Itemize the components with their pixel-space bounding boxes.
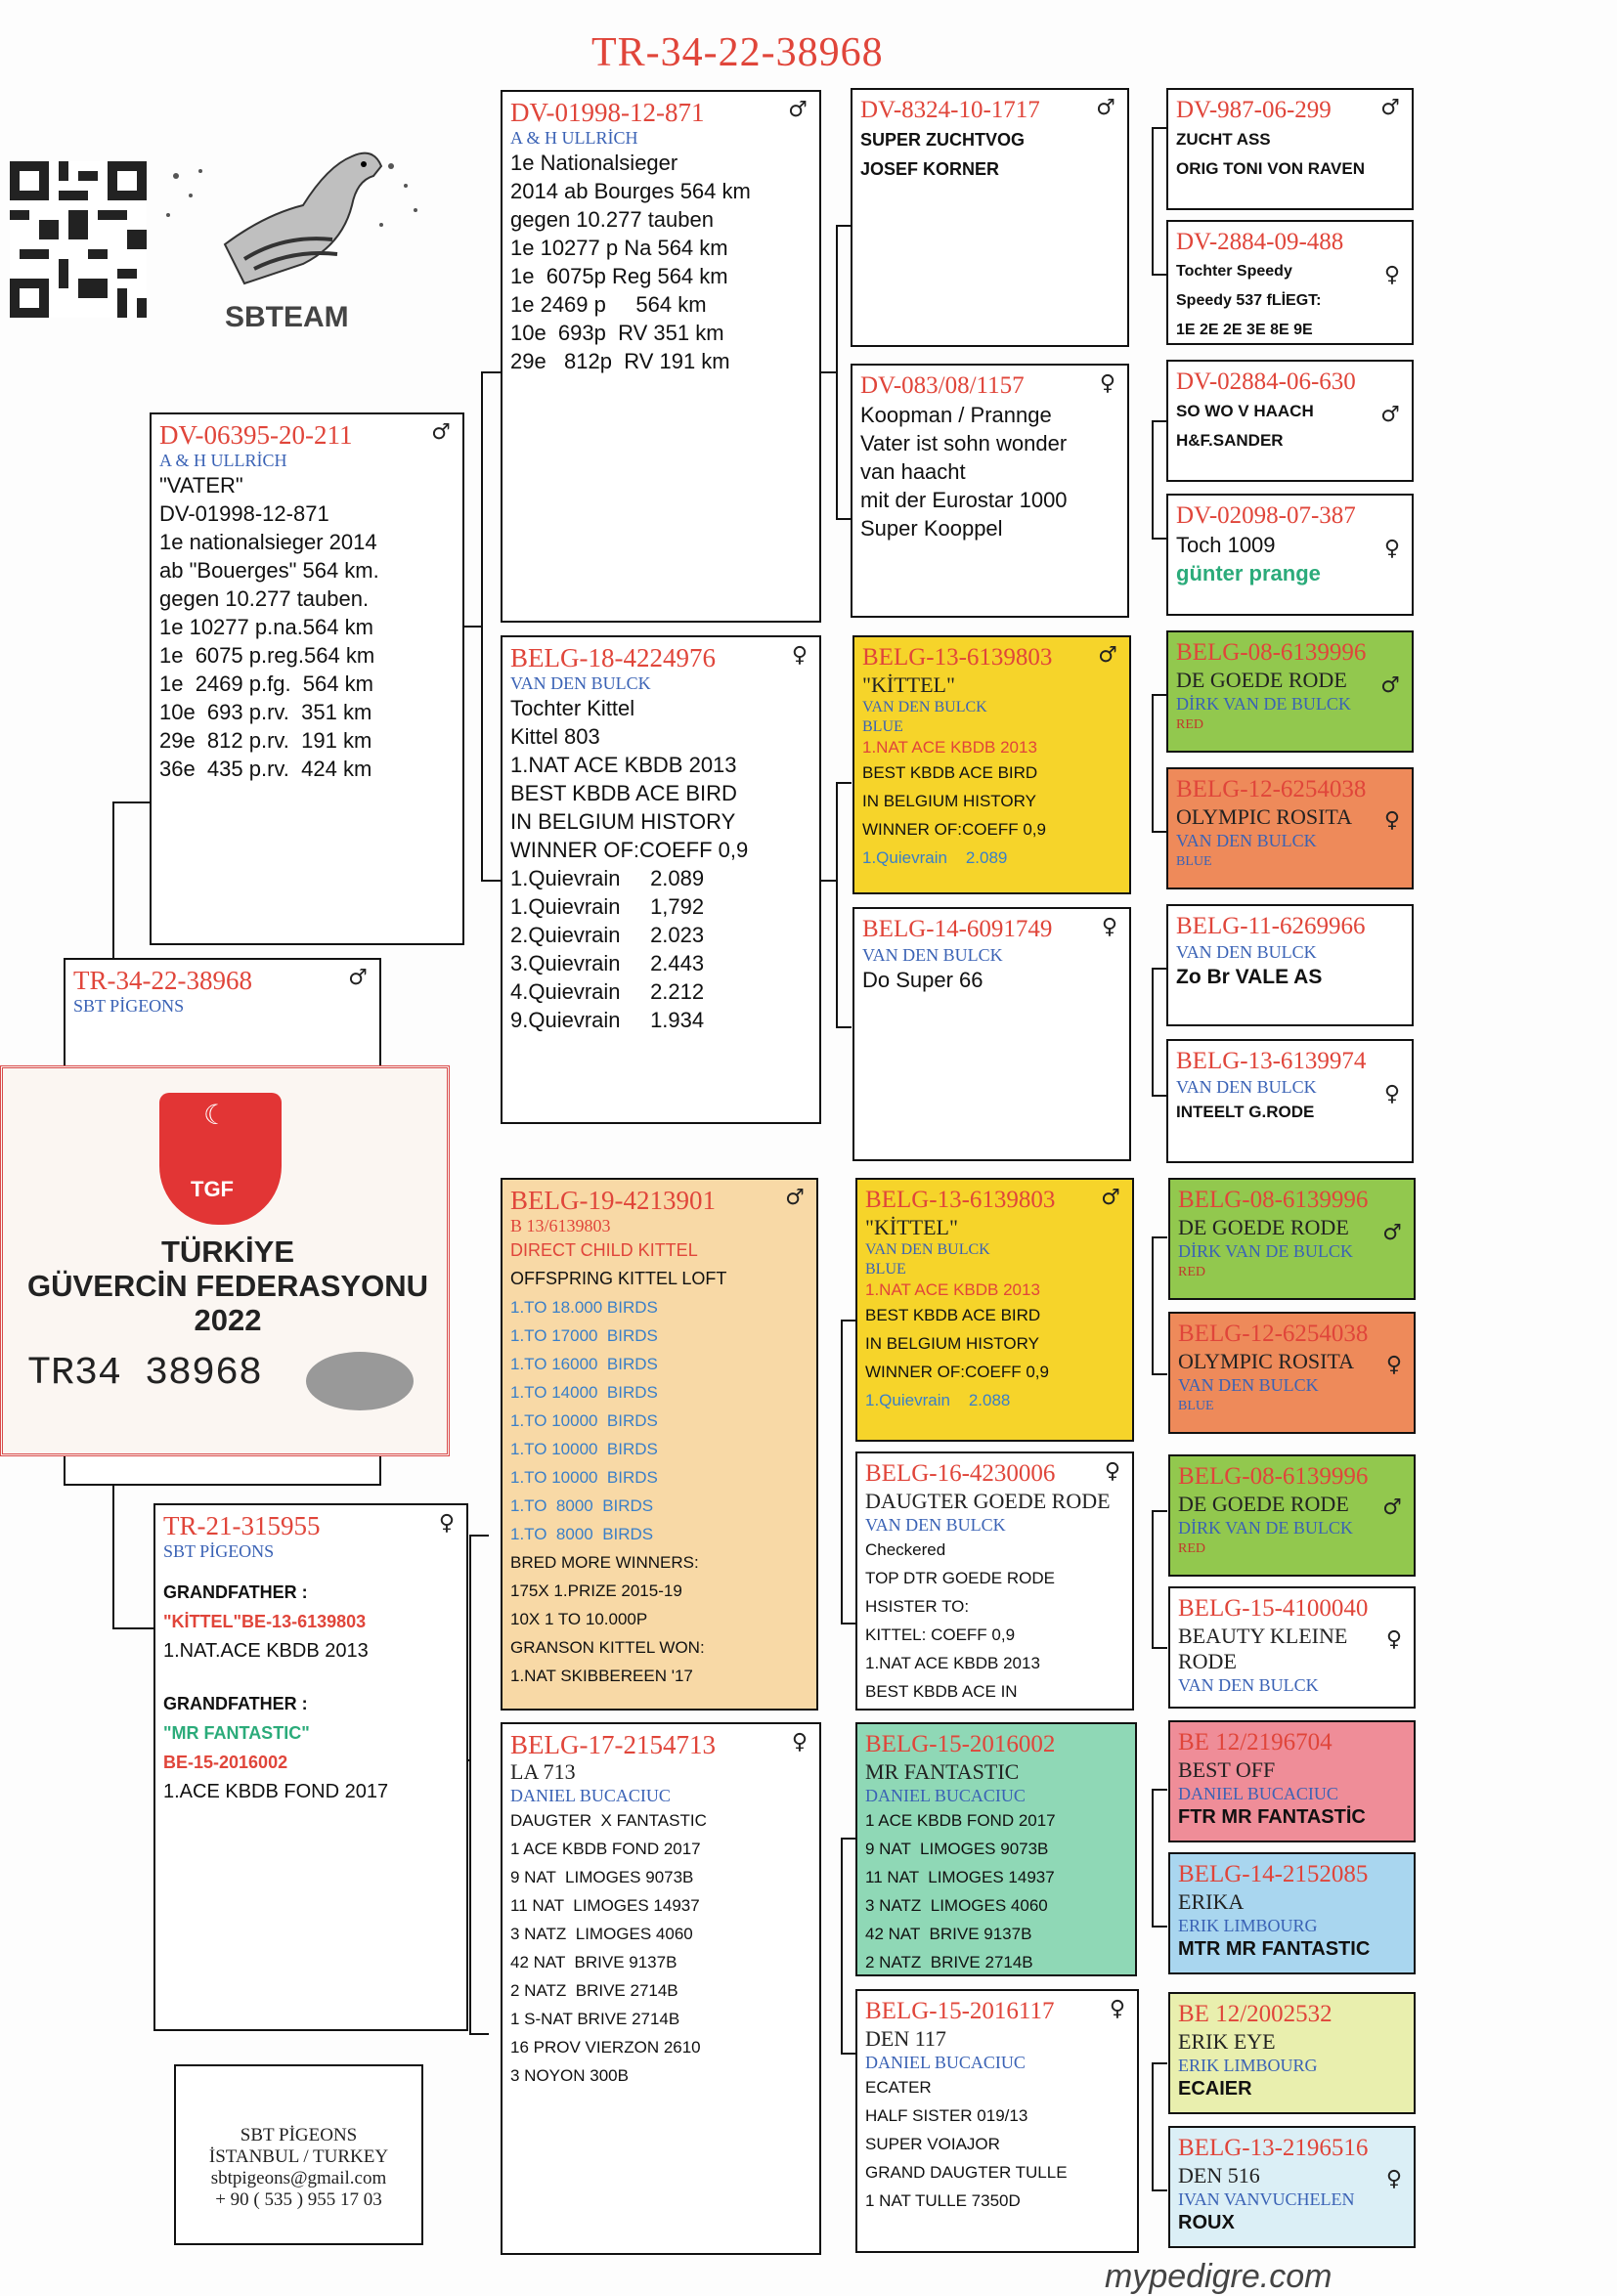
male-icon: ♂ [1096,96,1115,120]
sd-line: 1.Quievrain 1,792 [510,894,705,919]
ds-extra: BRED MORE WINNERS: [510,1553,699,1572]
ds-extra: 1.NAT SKIBBEREEN '17 [510,1667,693,1685]
ds-owner: B 13/6139803 [510,1216,611,1235]
dd-ring: BELG-17-2154713 [510,1730,716,1759]
g4-ring: DV-02884-06-630 [1176,368,1356,395]
male-icon: ♂ [1101,1186,1120,1210]
ds-extra: 10X 1 TO 10.000P [510,1610,648,1628]
g4-line: FTR MR FANTASTİC [1178,1806,1366,1828]
g3-ring: DV-8324-10-1717 [860,97,1040,123]
g3-ring: BELG-14-6091749 [862,916,1053,942]
g3-ring: BELG-15-2016002 [865,1731,1056,1757]
dd-line: 42 NAT BRIVE 9137B [510,1953,677,1971]
dam-ring: TR-21-315955 [163,1511,321,1540]
g3-line: 9 NAT LIMOGES 9073B [865,1840,1049,1858]
g4-card[interactable] [1166,88,1414,210]
sire-line: 1e 2469 p.fg. 564 km [159,671,373,696]
g3-line: 42 NAT BRIVE 9137B [865,1925,1032,1943]
contact-email[interactable]: sbtpigeons@gmail.com [210,2168,387,2188]
g4-ring: BELG-12-6254038 [1176,776,1367,802]
g3-line: WINNER OF:COEFF 0,9 [862,820,1046,839]
g3-line: Super Kooppel [860,516,1003,541]
male-icon: ♂ [1382,1495,1402,1520]
ss-line: 1e Nationalsieger [510,151,678,175]
g4-color: RED [1176,717,1203,732]
ss-line: 1e 6075p Reg 564 km [510,264,728,288]
g4-owner: ERIK LIMBOURG [1178,2056,1318,2075]
ss-line: 1e 2469 p 564 km [510,292,707,317]
g4-line: ROUX [1178,2212,1235,2233]
g4-line: MTR MR FANTASTIC [1178,1938,1371,1960]
sd-line: Tochter Kittel [510,696,635,720]
dd-line: DAUGTER X FANTASTIC [510,1811,707,1830]
g4-card[interactable] [1168,1312,1416,1434]
g3-color: BLUE [862,718,903,735]
g3-line: 2 NATZ BRIVE 2714B [865,1953,1033,1971]
dam-grandfather-label: GRANDFATHER : [163,1694,308,1713]
g3-line: JOSEF KORNER [860,159,1000,179]
dd-line: 1 S-NAT BRIVE 2714B [510,2010,680,2028]
stamp-subtitle: GÜVERCİN FEDERASYONU [27,1269,428,1303]
g4-name: DEN 516 [1178,2163,1260,2188]
g4-line: INTEELT G.RODE [1176,1103,1315,1121]
female-icon: ♀ [1383,263,1400,287]
g4-card[interactable] [1166,494,1414,616]
stamp-ring-a: TR34 [27,1352,122,1396]
female-icon: ♀ [438,1511,455,1536]
dam-owner: SBT PİGEONS [163,1541,275,1561]
g3-ring: DV-083/08/1157 [860,372,1025,399]
ds-title: OFFSPRING KITTEL LOFT [510,1269,727,1288]
ss-ring: DV-01998-12-871 [510,98,705,127]
ss-line: 29e 812p RV 191 km [510,349,730,373]
pedigree-title: TR-34-22-38968 [591,30,884,75]
g4-card[interactable] [1166,220,1414,345]
g4-card[interactable] [1168,1720,1416,1842]
ds-ring: BELG-19-4213901 [510,1186,716,1215]
subject-ring: TR-34-22-38968 [73,966,252,995]
g4-owner: VAN DEN BULCK [1178,1675,1319,1695]
stamp-badge-text: TGF [191,1177,234,1201]
g4-card[interactable] [1166,630,1414,753]
dam-grandfather-note: 1.NAT.ACE KBDB 2013 [163,1640,369,1662]
sd-line: 4.Quievrain 2.212 [510,979,705,1004]
g3-line: Do Super 66 [862,968,983,992]
g3-card[interactable] [851,364,1129,618]
female-icon: ♀ [791,1730,808,1754]
stamp-ring [27,1352,262,1396]
g3-card[interactable] [855,1722,1137,1976]
g4-owner: IVAN VANVUCHELEN [1178,2189,1355,2209]
sd-line: WINNER OF:COEFF 0,9 [510,838,749,862]
female-icon: ♀ [1383,1082,1400,1106]
ds-win: 1.TO 10000 BIRDS [510,1440,658,1458]
g3-line: SUPER ZUCHTVOG [860,130,1026,150]
g4-card[interactable] [1166,767,1414,889]
sire-line: 1e nationalsieger 2014 [159,530,377,554]
g3-ring: BELG-16-4230006 [865,1460,1056,1487]
footer-url[interactable]: mypedigre.com [1105,2258,1333,2295]
ss-line: 1e 10277 p Na 564 km [510,236,728,260]
female-icon: ♀ [791,643,808,668]
g4-owner: DİRK VAN DE BULCK [1178,1518,1353,1538]
ds-win: 1.TO 17000 BIRDS [510,1326,658,1345]
g3-card[interactable] [855,1178,1134,1442]
g4-ring: BELG-15-4100040 [1178,1595,1369,1622]
g3-line: Checkered [865,1540,946,1559]
g3-ring: BELG-13-6139803 [865,1187,1056,1213]
sd-line: BEST KBDB ACE BIRD [510,781,737,805]
sd-line: IN BELGIUM HISTORY [510,809,736,834]
dd-line: 2 NATZ BRIVE 2714B [510,1981,678,2000]
sire-line: 1e 10277 p.na.564 km [159,615,373,639]
dd-line: 9 NAT LIMOGES 9073B [510,1868,694,1886]
g4-name: ERIKA [1178,1889,1245,1914]
dam-grandfather-note: 1.ACE KBDB FOND 2017 [163,1781,389,1802]
g3-line: 11 NAT LIMOGES 14937 [865,1868,1055,1886]
g3-line: BEST KBDB ACE BIRD [862,763,1038,782]
g3-line: Vater ist sohn wonder [860,431,1068,455]
g3-card[interactable] [855,1989,1139,2253]
g3-line: IN BELGIUM HISTORY [865,1334,1039,1353]
g4-name: BEAUTY KLEINE [1178,1624,1348,1648]
male-icon: ♂ [788,98,808,122]
g4-ring: BELG-08-6139996 [1178,1187,1369,1213]
g4-ring: BE 12/2002532 [1178,2001,1333,2027]
g4-card[interactable] [1168,2126,1416,2248]
g4-color: RED [1178,1265,1205,1279]
sire-card[interactable] [150,412,464,945]
female-icon: ♀ [1383,537,1400,561]
g4-name: DE GOEDE RODE [1176,668,1347,692]
sd-line: 1.Quievrain 2.089 [510,866,705,890]
female-icon: ♀ [1385,2167,1402,2191]
sd-line: 9.Quievrain 1.934 [510,1008,705,1032]
sire-line: 29e 812 p.rv. 191 km [159,728,372,753]
qr-code [10,161,147,318]
g4-name: DE GOEDE RODE [1178,1215,1349,1239]
g3-line: 1 NAT TULLE 7350D [865,2191,1021,2210]
g4-name: ERIK EYE [1178,2029,1276,2054]
dd-line: 16 PROV VIERZON 2610 [510,2038,701,2057]
sd-line: 1.NAT ACE KBDB 2013 [510,753,737,777]
dd-line: 1 ACE KBDB FOND 2017 [510,1840,701,1858]
sire-line: 1e 6075 p.reg.564 km [159,643,375,668]
g4-card[interactable] [1168,1992,1416,2114]
g3-line: 1 ACE KBDB FOND 2017 [865,1811,1056,1830]
g4-owner: VAN DEN BULCK [1178,1375,1319,1395]
sire-line: ab "Bouerges" 564 km. [159,558,379,583]
dd-line: 3 NOYON 300B [510,2066,629,2085]
g3-note: 1.NAT ACE KBDB 2013 [865,1280,1040,1299]
g3-color: BLUE [865,1261,906,1278]
g4-owner: ERIK LIMBOURG [1178,1916,1318,1935]
g4-color: BLUE [1176,854,1212,869]
male-icon: ♂ [1098,643,1117,668]
sire-line: gegen 10.277 tauben. [159,586,370,611]
g3-card[interactable] [851,88,1129,347]
sire-line: 36e 435 p.rv. 424 km [159,757,372,781]
dd-line: 11 NAT LIMOGES 14937 [510,1896,700,1915]
g3-name: DAUGTER GOEDE RODE [865,1489,1111,1513]
g3-line: 1.Quievrain 2.089 [862,848,1008,867]
g3-owner: DANIEL BUCACIUC [865,2053,1026,2072]
g4-line: 1E 2E 2E 3E 8E 9E [1176,322,1313,338]
female-icon: ♀ [1099,371,1115,396]
g3-line: SUPER VOIAJOR [865,2135,1000,2153]
g3-name: "KİTTEL" [865,1215,958,1239]
dd-owner: DANIEL BUCACIUC [510,1786,671,1805]
ds-win: 1.TO 16000 BIRDS [510,1355,658,1373]
sire-line: "VATER" [159,473,243,498]
ds-extra: GRANSON KITTEL WON: [510,1638,705,1657]
contact-card [174,2064,423,2245]
ds-win: 1.TO 10000 BIRDS [510,1468,658,1487]
g4-ring: BELG-14-2152085 [1178,1861,1369,1887]
sire-ring: DV-06395-20-211 [159,420,353,450]
g3-line: 1.NAT ACE KBDB 2013 [865,1654,1040,1672]
male-icon: ♂ [1380,403,1400,427]
sire-line: 10e 693 p.rv. 351 km [159,700,372,724]
dd-name: LA 713 [510,1759,576,1784]
g4-ring: BELG-13-2196516 [1178,2135,1369,2161]
ss-line: 2014 ab Bourges 564 km [510,179,751,203]
ds-win: 1.TO 8000 BIRDS [510,1525,654,1543]
g3-line: TOP DTR GOEDE RODE [865,1569,1055,1587]
ds-win: 1.TO 8000 BIRDS [510,1496,654,1515]
g4-name: RODE [1178,1649,1237,1673]
g3-name: DEN 117 [865,2026,946,2051]
ss-card[interactable] [501,90,821,623]
male-icon: ♂ [348,966,368,990]
dd-card[interactable] [501,1722,821,2255]
sire-line: DV-01998-12-871 [159,501,329,526]
female-icon: ♀ [1101,915,1117,939]
g4-line: ECAIER [1178,2078,1252,2100]
g3-line: ECATER [865,2078,932,2097]
g4-line: ZUCHT ASS [1176,130,1271,149]
g3-owner: VAN DEN BULCK [862,945,1003,965]
g4-ring: BELG-12-6254038 [1178,1321,1369,1347]
ds-win: 1.TO 10000 BIRDS [510,1411,658,1430]
ds-note: DIRECT CHILD KITTEL [510,1240,698,1260]
g3-ring: BELG-15-2016117 [865,1998,1055,2024]
g4-card[interactable] [1166,360,1414,482]
ds-win: 1.TO 18.000 BIRDS [510,1298,658,1317]
g4-name: BEST OFF [1178,1757,1276,1782]
g3-line: BEST KBDB ACE IN [865,1682,1018,1701]
g4-name: OLYMPIC ROSITA [1178,1349,1354,1373]
male-icon: ♂ [1380,673,1400,698]
g3-name: "KİTTEL" [862,672,955,697]
ds-win: 1.TO 14000 BIRDS [510,1383,658,1402]
g4-card[interactable] [1168,1852,1416,1974]
g4-owner: DİRK VAN DE BULCK [1176,694,1351,714]
g4-ring: BELG-08-6139996 [1176,639,1367,666]
stamp-year: 2022 [194,1303,262,1337]
g4-card[interactable] [1168,1178,1416,1300]
g3-note: 1.NAT ACE KBDB 2013 [862,738,1037,757]
ss-owner: A & H ULLRİCH [510,128,638,148]
g4-ring: BELG-08-6139996 [1178,1463,1369,1490]
dam-grandfather-ring: BE-15-2016002 [163,1753,288,1772]
g3-owner: DANIEL BUCACIUC [865,1786,1026,1805]
g4-line: Toch 1009 [1176,533,1276,557]
g4-ring: BELG-11-6269966 [1176,913,1366,939]
dam-grandfather-name: "MR FANTASTIC" [163,1723,310,1743]
g4-owner: VAN DEN BULCK [1176,942,1317,962]
g4-ring: BELG-13-6139974 [1176,1048,1367,1074]
ds-card[interactable] [501,1178,818,1711]
subject-owner: SBT PİGEONS [73,996,185,1016]
male-icon: ♂ [1380,96,1400,120]
sd-owner: VAN DEN BULCK [510,673,651,693]
sd-line: 3.Quievrain 2.443 [510,951,705,975]
g4-ring: DV-987-06-299 [1176,97,1332,123]
female-icon: ♀ [1385,1353,1402,1377]
female-icon: ♀ [1104,1459,1120,1484]
g4-card[interactable] [1168,1586,1416,1709]
g4-ring: BE 12/2196704 [1178,1729,1333,1755]
g4-name: OLYMPIC ROSITA [1176,804,1352,829]
g3-ring: BELG-13-6139803 [862,644,1053,671]
g3-name: MR FANTASTIC [865,1759,1020,1784]
g3-line: HSISTER TO: [865,1597,970,1616]
sd-ring: BELG-18-4224976 [510,643,716,672]
g4-line: H&F.SANDER [1176,431,1284,450]
sire-owner: A & H ULLRİCH [159,451,287,470]
g4-ring: DV-02098-07-387 [1176,502,1356,529]
female-icon: ♀ [1383,808,1400,833]
globe-icon [306,1352,414,1410]
stamp-ring-b: 38968 [145,1352,263,1396]
federation-stamp [0,1065,450,1456]
dam-grandfather-label: GRANDFATHER : [163,1582,308,1602]
g4-color: BLUE [1178,1399,1214,1413]
g3-line: BEST KBDB ACE BIRD [865,1306,1041,1324]
g4-line: Speedy 537 fLİEGT: [1176,292,1322,309]
g3-owner: VAN DEN BULCK [862,699,987,715]
contact-name: SBT PİGEONS [240,2125,358,2145]
g4-owner: DANIEL BUCACIUC [1178,1784,1338,1803]
g4-line: SO WO V HAACH [1176,402,1314,420]
g3-owner: VAN DEN BULCK [865,1241,990,1258]
male-icon: ♂ [785,1186,805,1210]
g3-line: GRAND DAUGTER TULLE [865,2163,1068,2182]
sd-line: Kittel 803 [510,724,600,749]
g4-name: DE GOEDE RODE [1178,1492,1349,1516]
sd-card[interactable] [501,635,821,1124]
contact-city: İSTANBUL / TURKEY [208,2146,389,2167]
team-logo [156,88,430,342]
contact-phone[interactable]: + 90 ( 535 ) 955 17 03 [215,2189,382,2210]
g4-line: Tochter Speedy [1176,263,1292,280]
female-icon: ♀ [1385,1627,1402,1652]
g3-line: van haacht [860,459,966,484]
g4-line: Zo Br VALE AS [1176,966,1323,988]
g4-ring: DV-2884-09-488 [1176,229,1344,255]
female-icon: ♀ [1109,1997,1125,2021]
crescent-star-icon: ☾ [203,1100,229,1130]
g3-line: mit der Eurostar 1000 [860,488,1068,512]
male-icon: ♂ [431,420,451,445]
g4-card[interactable] [1168,1454,1416,1577]
g3-line: 1.Quievrain 2.088 [865,1391,1011,1409]
g4-card[interactable] [1166,904,1414,1026]
dam-grandfather-name: "KİTTEL"BE-13-6139803 [163,1612,367,1631]
g3-line: KITTEL: COEFF 0,9 [865,1625,1016,1644]
g3-line: WINNER OF:COEFF 0,9 [865,1363,1049,1381]
sd-line: 2.Quievrain 2.023 [510,923,705,947]
g4-color: RED [1178,1541,1205,1556]
g4-owner: günter prange [1176,561,1321,585]
male-icon: ♂ [1382,1221,1402,1245]
g3-line: Koopman / Prannge [860,403,1052,427]
ss-line: gegen 10.277 tauben [510,207,714,232]
g3-card[interactable] [852,635,1131,894]
g3-card[interactable] [855,1451,1134,1711]
dd-line: 3 NATZ LIMOGES 4060 [510,1925,693,1943]
ss-line: 10e 693p RV 351 km [510,321,724,345]
g4-card[interactable] [1166,1039,1414,1163]
g4-line: ORIG TONI VON RAVEN [1176,159,1366,178]
dam-card[interactable] [153,1503,468,2031]
g4-owner: DİRK VAN DE BULCK [1178,1241,1353,1261]
g3-line: HALF SISTER 019/13 [865,2106,1028,2125]
stamp-badge [159,1093,282,1225]
g4-owner: VAN DEN BULCK [1176,831,1317,850]
g3-owner: VAN DEN BULCK [865,1515,1006,1535]
stamp-title: TÜRKİYE [160,1235,295,1269]
g3-line: IN BELGIUM HISTORY [862,792,1036,810]
logo-text: SBTEAM [225,301,349,333]
ds-extra: 175X 1.PRIZE 2015-19 [510,1581,682,1600]
g3-card[interactable] [852,907,1131,1161]
g3-line: 3 NATZ LIMOGES 4060 [865,1896,1048,1915]
g4-owner: VAN DEN BULCK [1176,1077,1317,1097]
